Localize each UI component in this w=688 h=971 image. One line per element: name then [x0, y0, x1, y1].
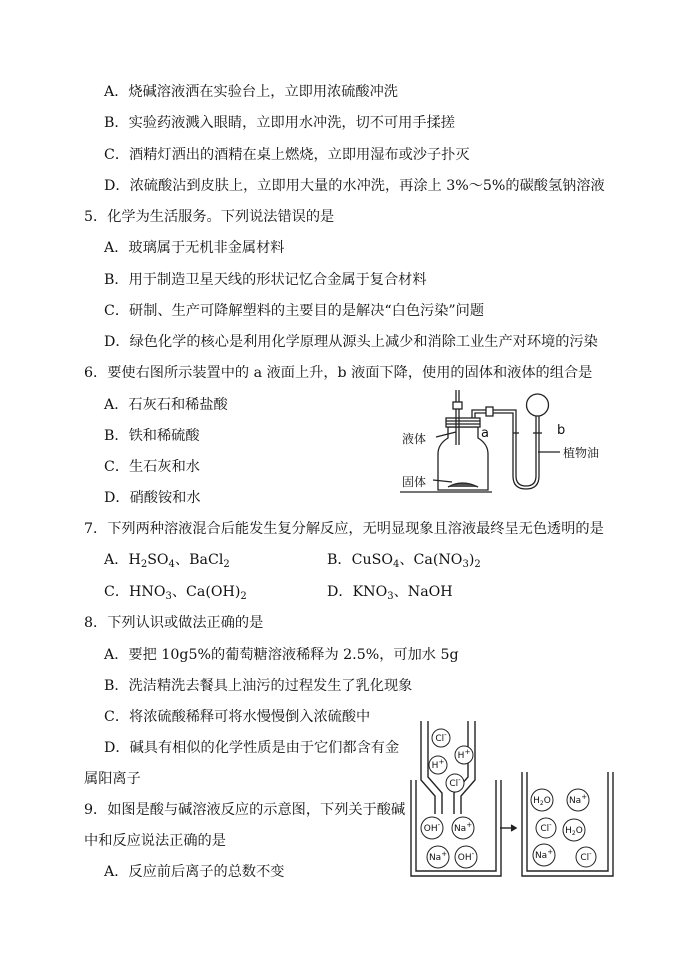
- q8-option-b: B．洗洁精洗去餐具上油污的过程发生了乳化现象: [104, 678, 413, 694]
- water-label: $H_2O$: [533, 796, 551, 807]
- q8-option-d: D．碱具有相似的化学性质是由于它们都含有金: [104, 740, 400, 756]
- q5-option-a: A．玻璃属于无机非金属材料: [104, 240, 285, 256]
- q6-label-b: b: [557, 423, 566, 438]
- q7-option-d: D．$KNO_3$、NaOH: [327, 584, 453, 602]
- ion-cl-label: Cl-: [580, 850, 592, 863]
- q7-option-c: C．$HNO_3$、$Ca(OH)_2$: [104, 584, 247, 602]
- q4-option-d: D．浓硫酸沾到皮肤上，立即用大量的水冲洗，再涂上 3%～5%的碳酸氢钠溶液: [104, 178, 605, 194]
- q6-label-a: a: [481, 426, 489, 441]
- ion-cl-label: Cl-: [540, 821, 552, 834]
- q9-stem-line1: 9．如图是酸与碱溶液反应的示意图，下列关于酸碱: [84, 802, 406, 818]
- ion-h-label: H+: [457, 748, 471, 761]
- q4-option-c: C．酒精灯洒出的酒精在桌上燃烧，立即用湿布或沙子扑灭: [104, 147, 470, 163]
- q5-stem: 5．化学为生活服务。下列说法错误的是: [84, 209, 335, 225]
- q6-label-oil: 植物油: [563, 446, 600, 460]
- q5-option-d: D．绿色化学的核心是利用化学原理从源头上减少和消除工业生产对环境的污染: [104, 334, 598, 350]
- ion-cl-label: Cl-: [435, 731, 447, 744]
- q6-option-d: D．硝酸铵和水: [104, 490, 201, 506]
- q9-option-a: A．反应前后离子的总数不变: [104, 864, 285, 880]
- ion-na-label: Na+: [453, 821, 473, 834]
- q8-option-a: A．要把 10g5%的葡萄糖溶液稀释为 2.5%，可加水 5g: [104, 647, 459, 663]
- q7-option-a: A．$H_2SO_4$、BaCl$_2$: [104, 552, 230, 570]
- ion-oh-label: OH-: [423, 821, 441, 834]
- q8-option-d-cont: 属阳离子: [84, 771, 141, 787]
- ion-h-label: H+: [431, 758, 445, 771]
- ion-na-label: Na+: [428, 850, 448, 863]
- q9-stem-line2: 中和反应说法正确的是: [84, 833, 226, 849]
- q6-label-liquid: 液体: [402, 432, 427, 446]
- q8-stem: 8．下列认识或做法正确的是: [84, 615, 264, 631]
- q5-option-c: C．研制、生产可降解塑料的主要目的是解决“白色污染”问题: [104, 303, 485, 319]
- q7-stem: 7．下列两种溶液混合后能发生复分解反应，无明显现象且溶液最终呈无色透明的是: [84, 521, 604, 537]
- q6-option-c: C．生石灰和水: [104, 459, 200, 475]
- ion-cl-label: Cl-: [449, 776, 461, 789]
- q6-label-solid: 固体: [402, 475, 427, 489]
- ion-oh-label: OH-: [457, 850, 475, 863]
- ion-na-label: Na+: [534, 848, 554, 861]
- q7-option-b: B．CuSO$_4$、$Ca(NO_3)_2$: [327, 552, 481, 570]
- q8-option-c: C．将浓硫酸稀释可将水慢慢倒入浓硫酸中: [104, 709, 371, 725]
- q4-option-a: A．烧碱溶液洒在实验台上，立即用浓硫酸冲洗: [104, 84, 398, 100]
- ion-na-label: Na+: [568, 793, 588, 806]
- q6-stem: 6．要使右图所示装置中的 a 液面上升，b 液面下降，使用的固体和液体的组合是: [84, 365, 593, 381]
- water-label: $H_2O$: [565, 826, 583, 837]
- q6-option-a: A．石灰石和稀盐酸: [104, 397, 228, 413]
- q5-option-b: B．用于制造卫星天线的形状记忆合金属于复合材料: [104, 272, 427, 288]
- q6-option-b: B．铁和稀硫酸: [104, 428, 200, 444]
- q4-option-b: B．实验药液溅入眼睛，立即用水冲洗，切不可用手揉搓: [104, 115, 455, 131]
